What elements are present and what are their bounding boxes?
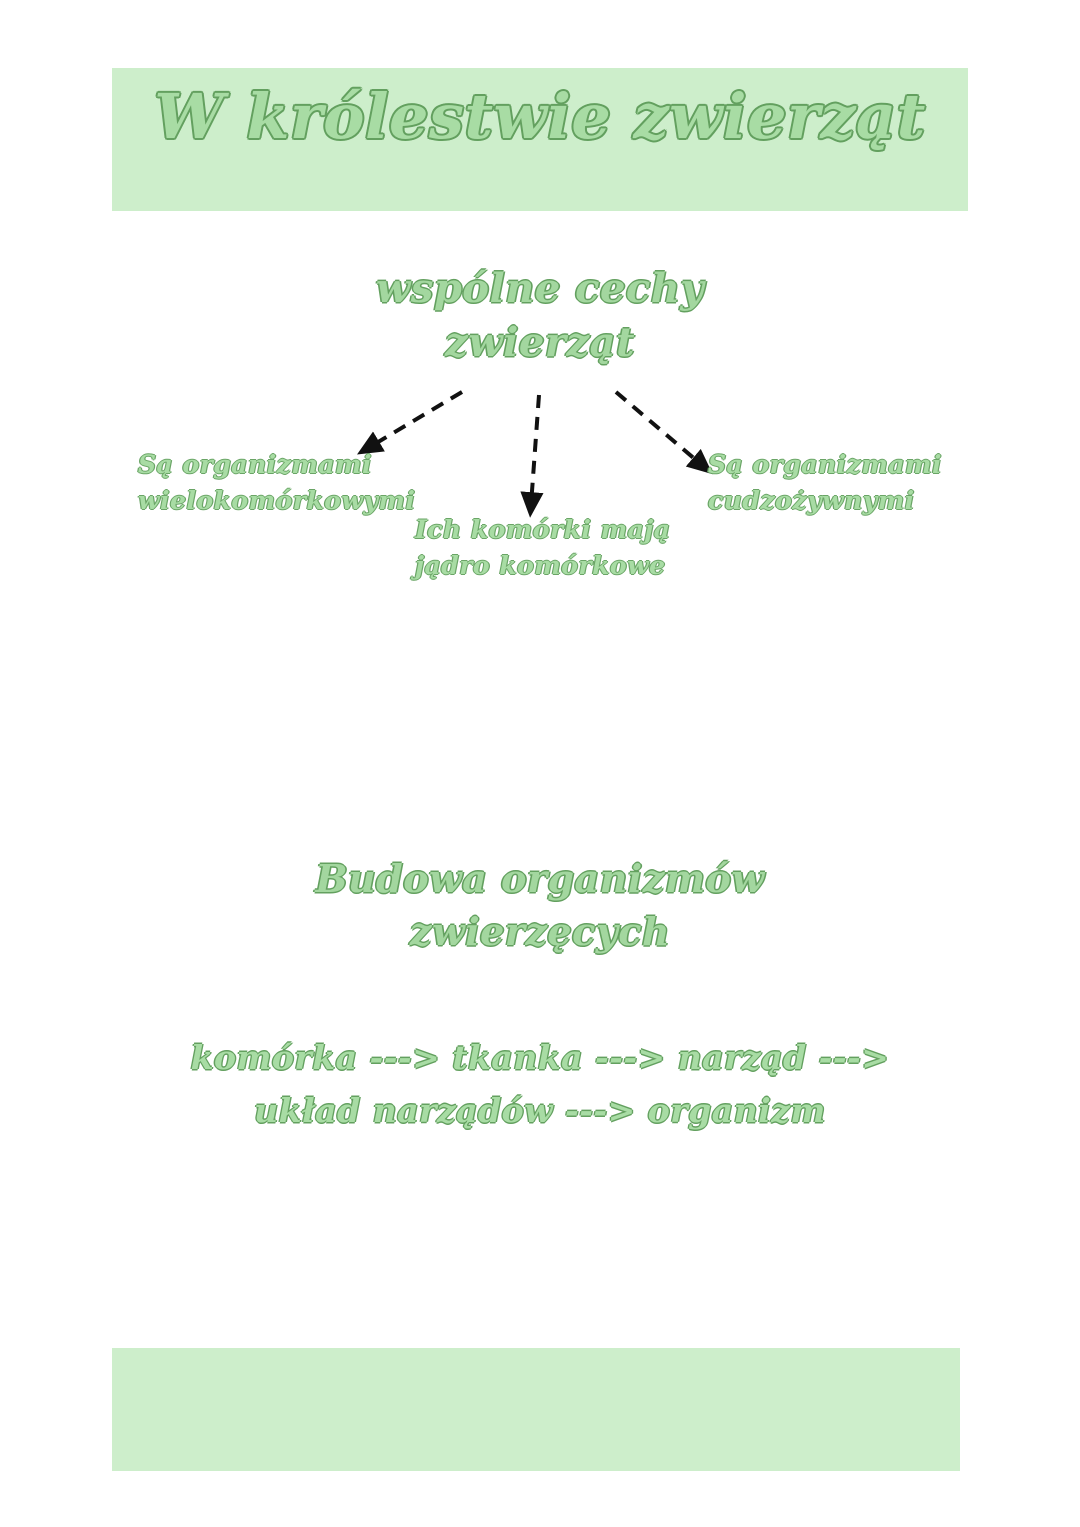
- arrow-right: [616, 392, 703, 466]
- organization-levels-chain: komórka ---> tkanka ---> narząd ---> układ narządów ---> organizm: [190, 1038, 890, 1130]
- arrow-middle: [531, 395, 539, 505]
- branch-label-heterotrophic: Są organizmami cudzożywnymi: [708, 450, 942, 516]
- arrow-left: [368, 392, 462, 448]
- branch-label-nucleus: Ich komórki mają jądro komórkowe: [415, 515, 671, 581]
- footer-banner: [112, 1348, 960, 1471]
- section-heading-common-features: wspólne cechy zwierząt: [375, 265, 705, 366]
- branch-label-multicellular: Są organizmami wielokomórkowymi: [138, 450, 416, 516]
- section-heading-structure: Budowa organizmów zwierzęcych: [315, 856, 765, 955]
- page-title: W królestwie zwierząt: [154, 80, 926, 153]
